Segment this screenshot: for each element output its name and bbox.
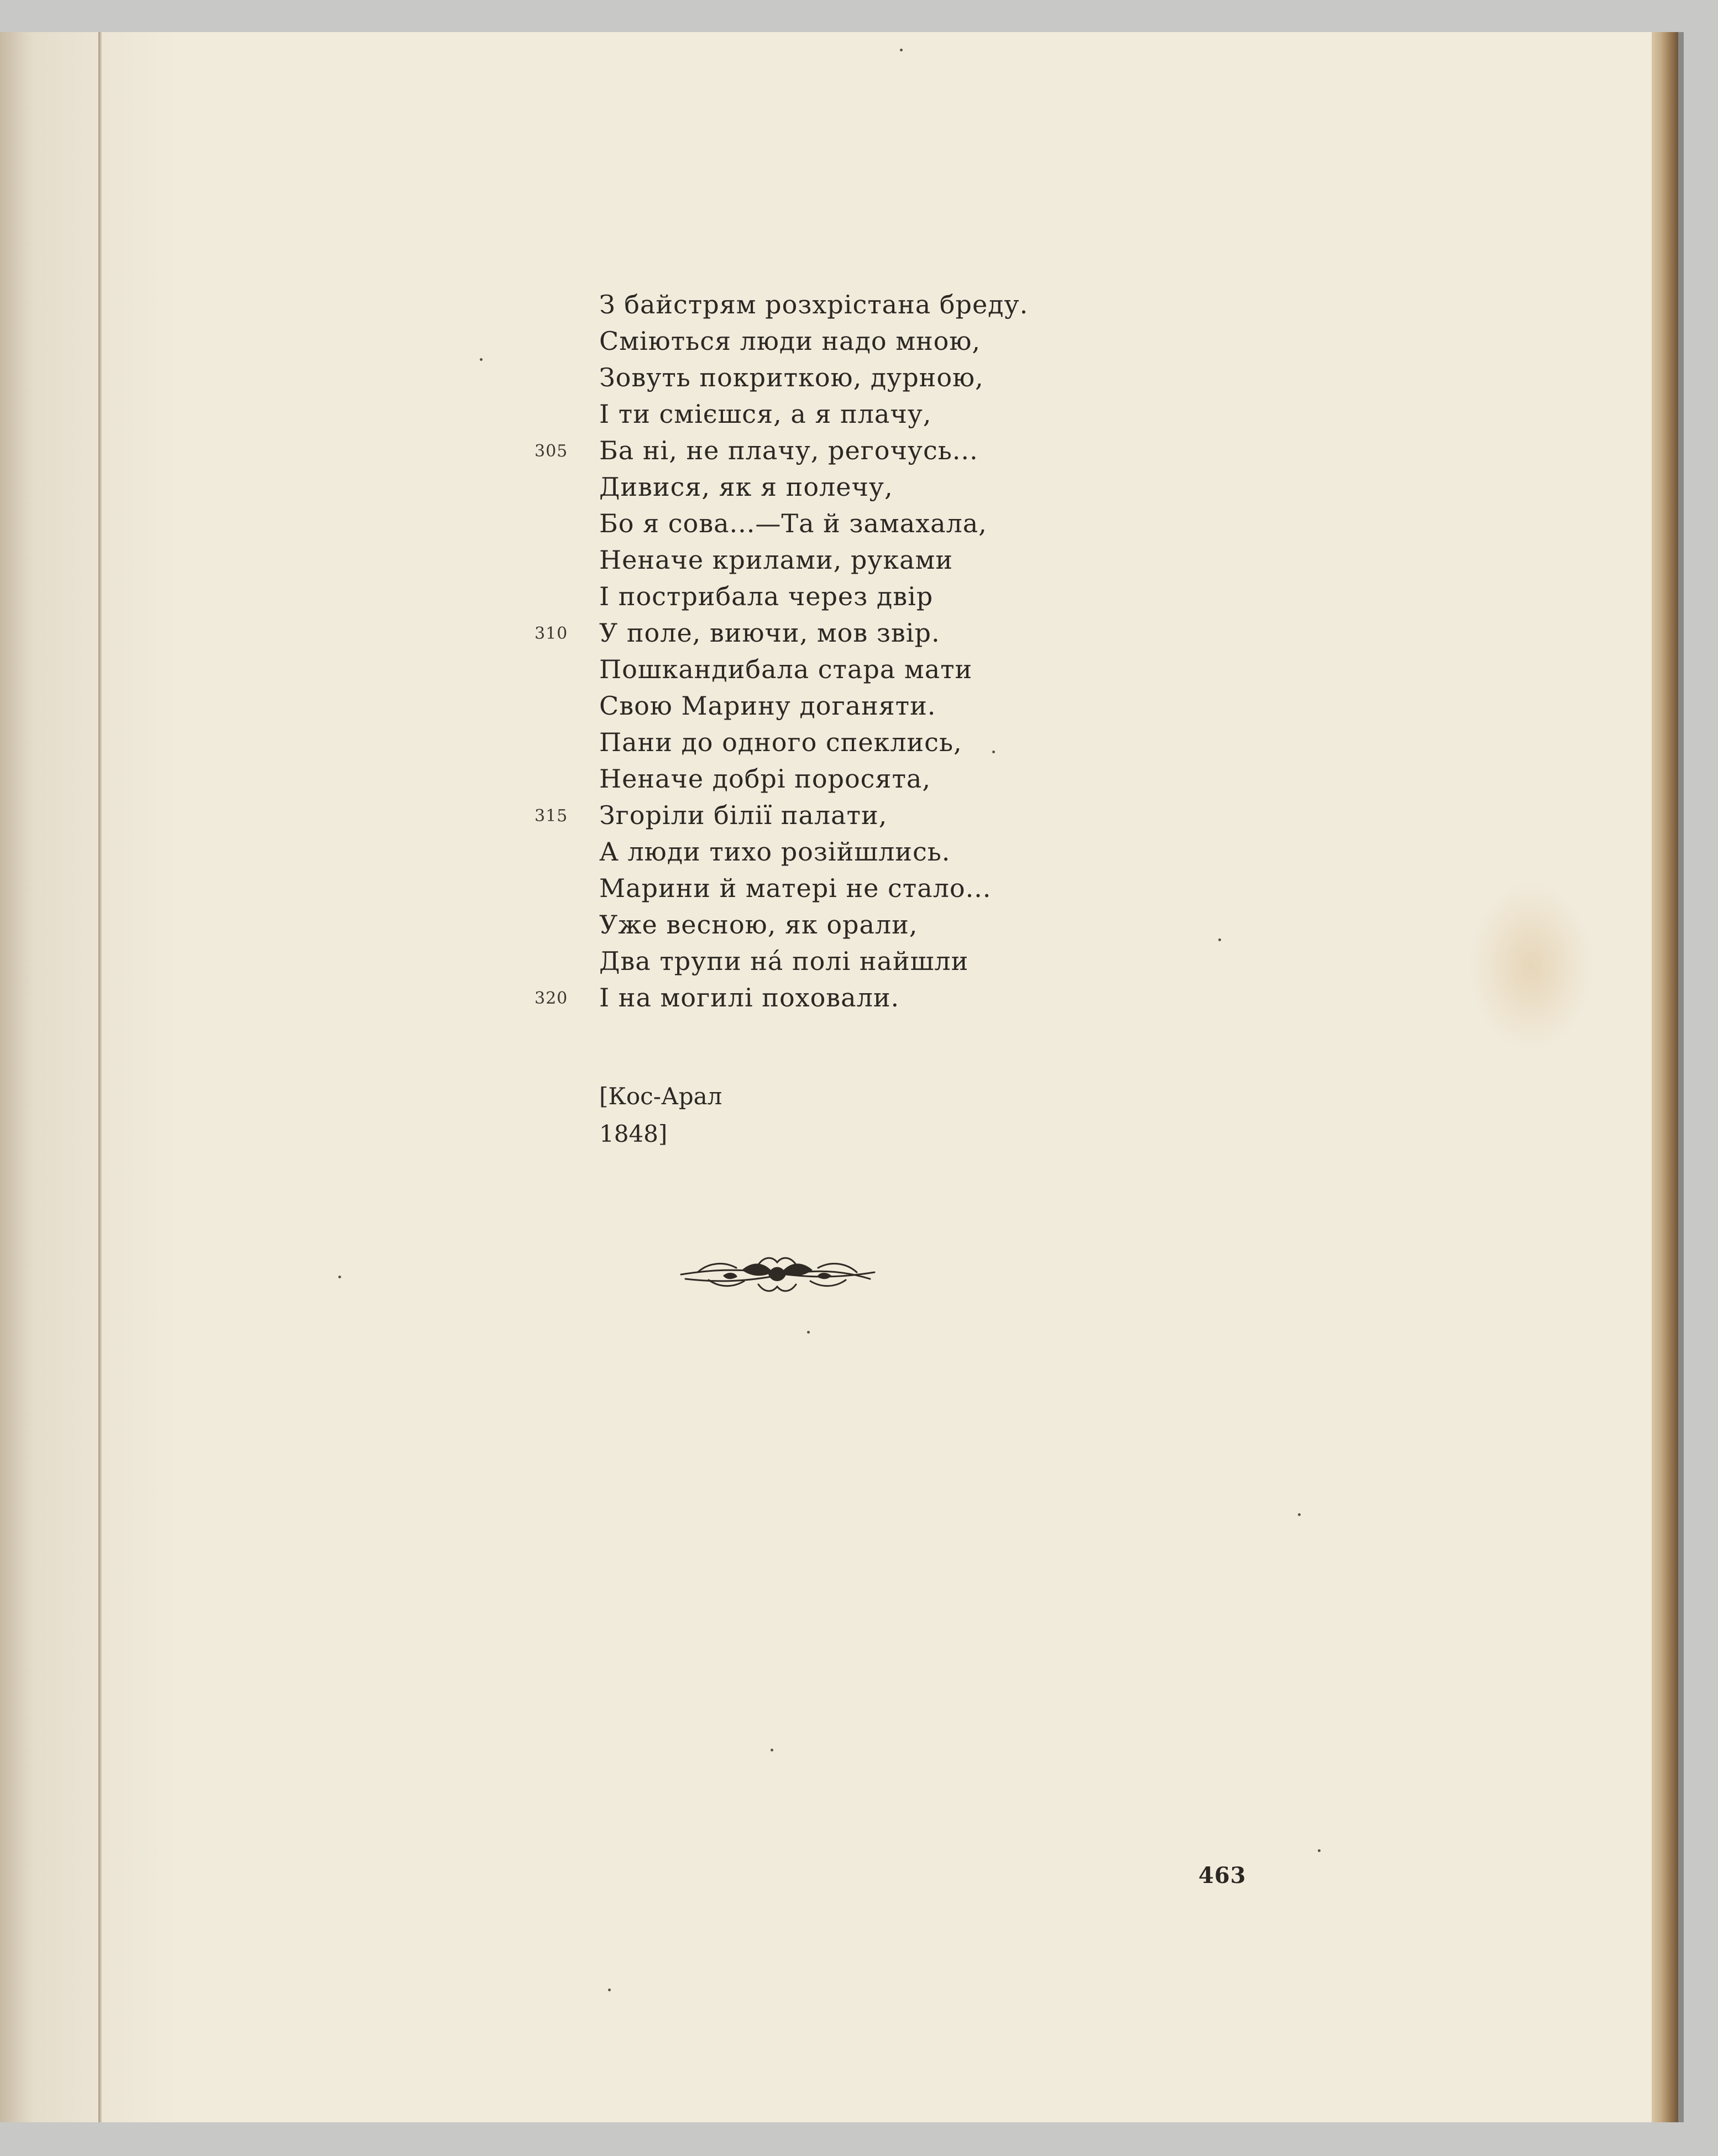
poem-line	[535, 432, 1097, 469]
page-edge-shadow	[1678, 32, 1684, 2122]
poem-line	[599, 906, 1097, 943]
poem-line-text: Свою Марину доганяти.	[599, 691, 936, 721]
poem-line-text: Зовуть покриткою, дурною,	[599, 363, 984, 392]
poem-line-text: І на могилі поховали.	[599, 983, 900, 1013]
poem-line-text: Уже весною, як орали,	[599, 910, 918, 940]
paper-speck	[1218, 938, 1221, 941]
poem-line	[599, 542, 1097, 578]
page-edge	[1652, 32, 1678, 2122]
page-number: 463	[1198, 1863, 1246, 1889]
poem-line	[599, 578, 1097, 615]
poem-line-text: У поле, виючи, мов звір.	[599, 618, 940, 648]
paper-speck	[771, 1749, 773, 1751]
line-number: 315	[535, 806, 568, 826]
poem-line-text: Пани до одного спеклись,	[599, 727, 962, 757]
poem-line	[599, 505, 1097, 542]
poem-line-text: Марини й матері не стало...	[599, 873, 992, 903]
poem-line	[599, 724, 1097, 760]
poem-line-text: Два трупи на́ полі найшли	[599, 946, 969, 976]
line-number: 310	[535, 624, 568, 643]
poem-line	[599, 359, 1097, 396]
paper-speck	[1318, 1849, 1321, 1852]
book-page	[0, 32, 1678, 2122]
poem-line-text: Дивися, як я полечу,	[599, 472, 893, 502]
paper-speck	[1298, 1513, 1301, 1516]
poem-line	[599, 286, 1097, 323]
poem-line	[599, 469, 1097, 505]
poem-line	[599, 943, 1097, 979]
poem-line	[599, 396, 1097, 432]
poem-line-text: Неначе крилами, руками	[599, 545, 953, 575]
poem-line-text: Згоріли білії палати,	[599, 800, 888, 830]
paper-speck	[807, 1331, 810, 1334]
poem-line	[599, 688, 1097, 724]
paper-speck	[992, 751, 995, 753]
poem-line	[599, 323, 1097, 359]
paper-speck	[900, 49, 903, 51]
poem-line	[535, 797, 1097, 833]
poem-line-text: Сміються люди надо мною,	[599, 326, 981, 356]
poem-text	[535, 286, 1097, 1016]
poem-line-text: З байстрям розхрістана бреду.	[599, 290, 1029, 319]
floral-ornament-icon	[675, 1248, 879, 1298]
poem-line-text: Неначе добрі поросята,	[599, 764, 931, 794]
poem-line	[599, 651, 1097, 688]
poem-line-text: Пошкандибала стара мати	[599, 654, 973, 684]
poem-line	[599, 833, 1097, 870]
paper-speck	[608, 1989, 611, 1991]
poem-line	[535, 615, 1097, 651]
poem-line-text: Бо я сова...—Та й замахала,	[599, 508, 987, 538]
poem-line	[599, 870, 1097, 906]
poem-line-text: Ба ні, не плачу, регочусь...	[599, 436, 978, 465]
poem-line-text: А люди тихо розійшлись.	[599, 837, 951, 867]
poem-line-text: І ти смієшся, а я плачу,	[599, 399, 932, 429]
place-date-signature	[599, 1078, 722, 1153]
line-number: 320	[535, 989, 568, 1008]
poem-line	[599, 760, 1097, 797]
signature-year: 1848]	[599, 1120, 668, 1147]
signature-place: [Кос-Арал	[599, 1083, 722, 1110]
line-number: 305	[535, 442, 568, 461]
poem-line-text: І пострибала через двір	[599, 581, 934, 611]
poem-line	[535, 979, 1097, 1016]
page-gutter	[98, 32, 102, 2122]
paper-speck	[480, 358, 483, 361]
paper-speck	[338, 1276, 341, 1278]
